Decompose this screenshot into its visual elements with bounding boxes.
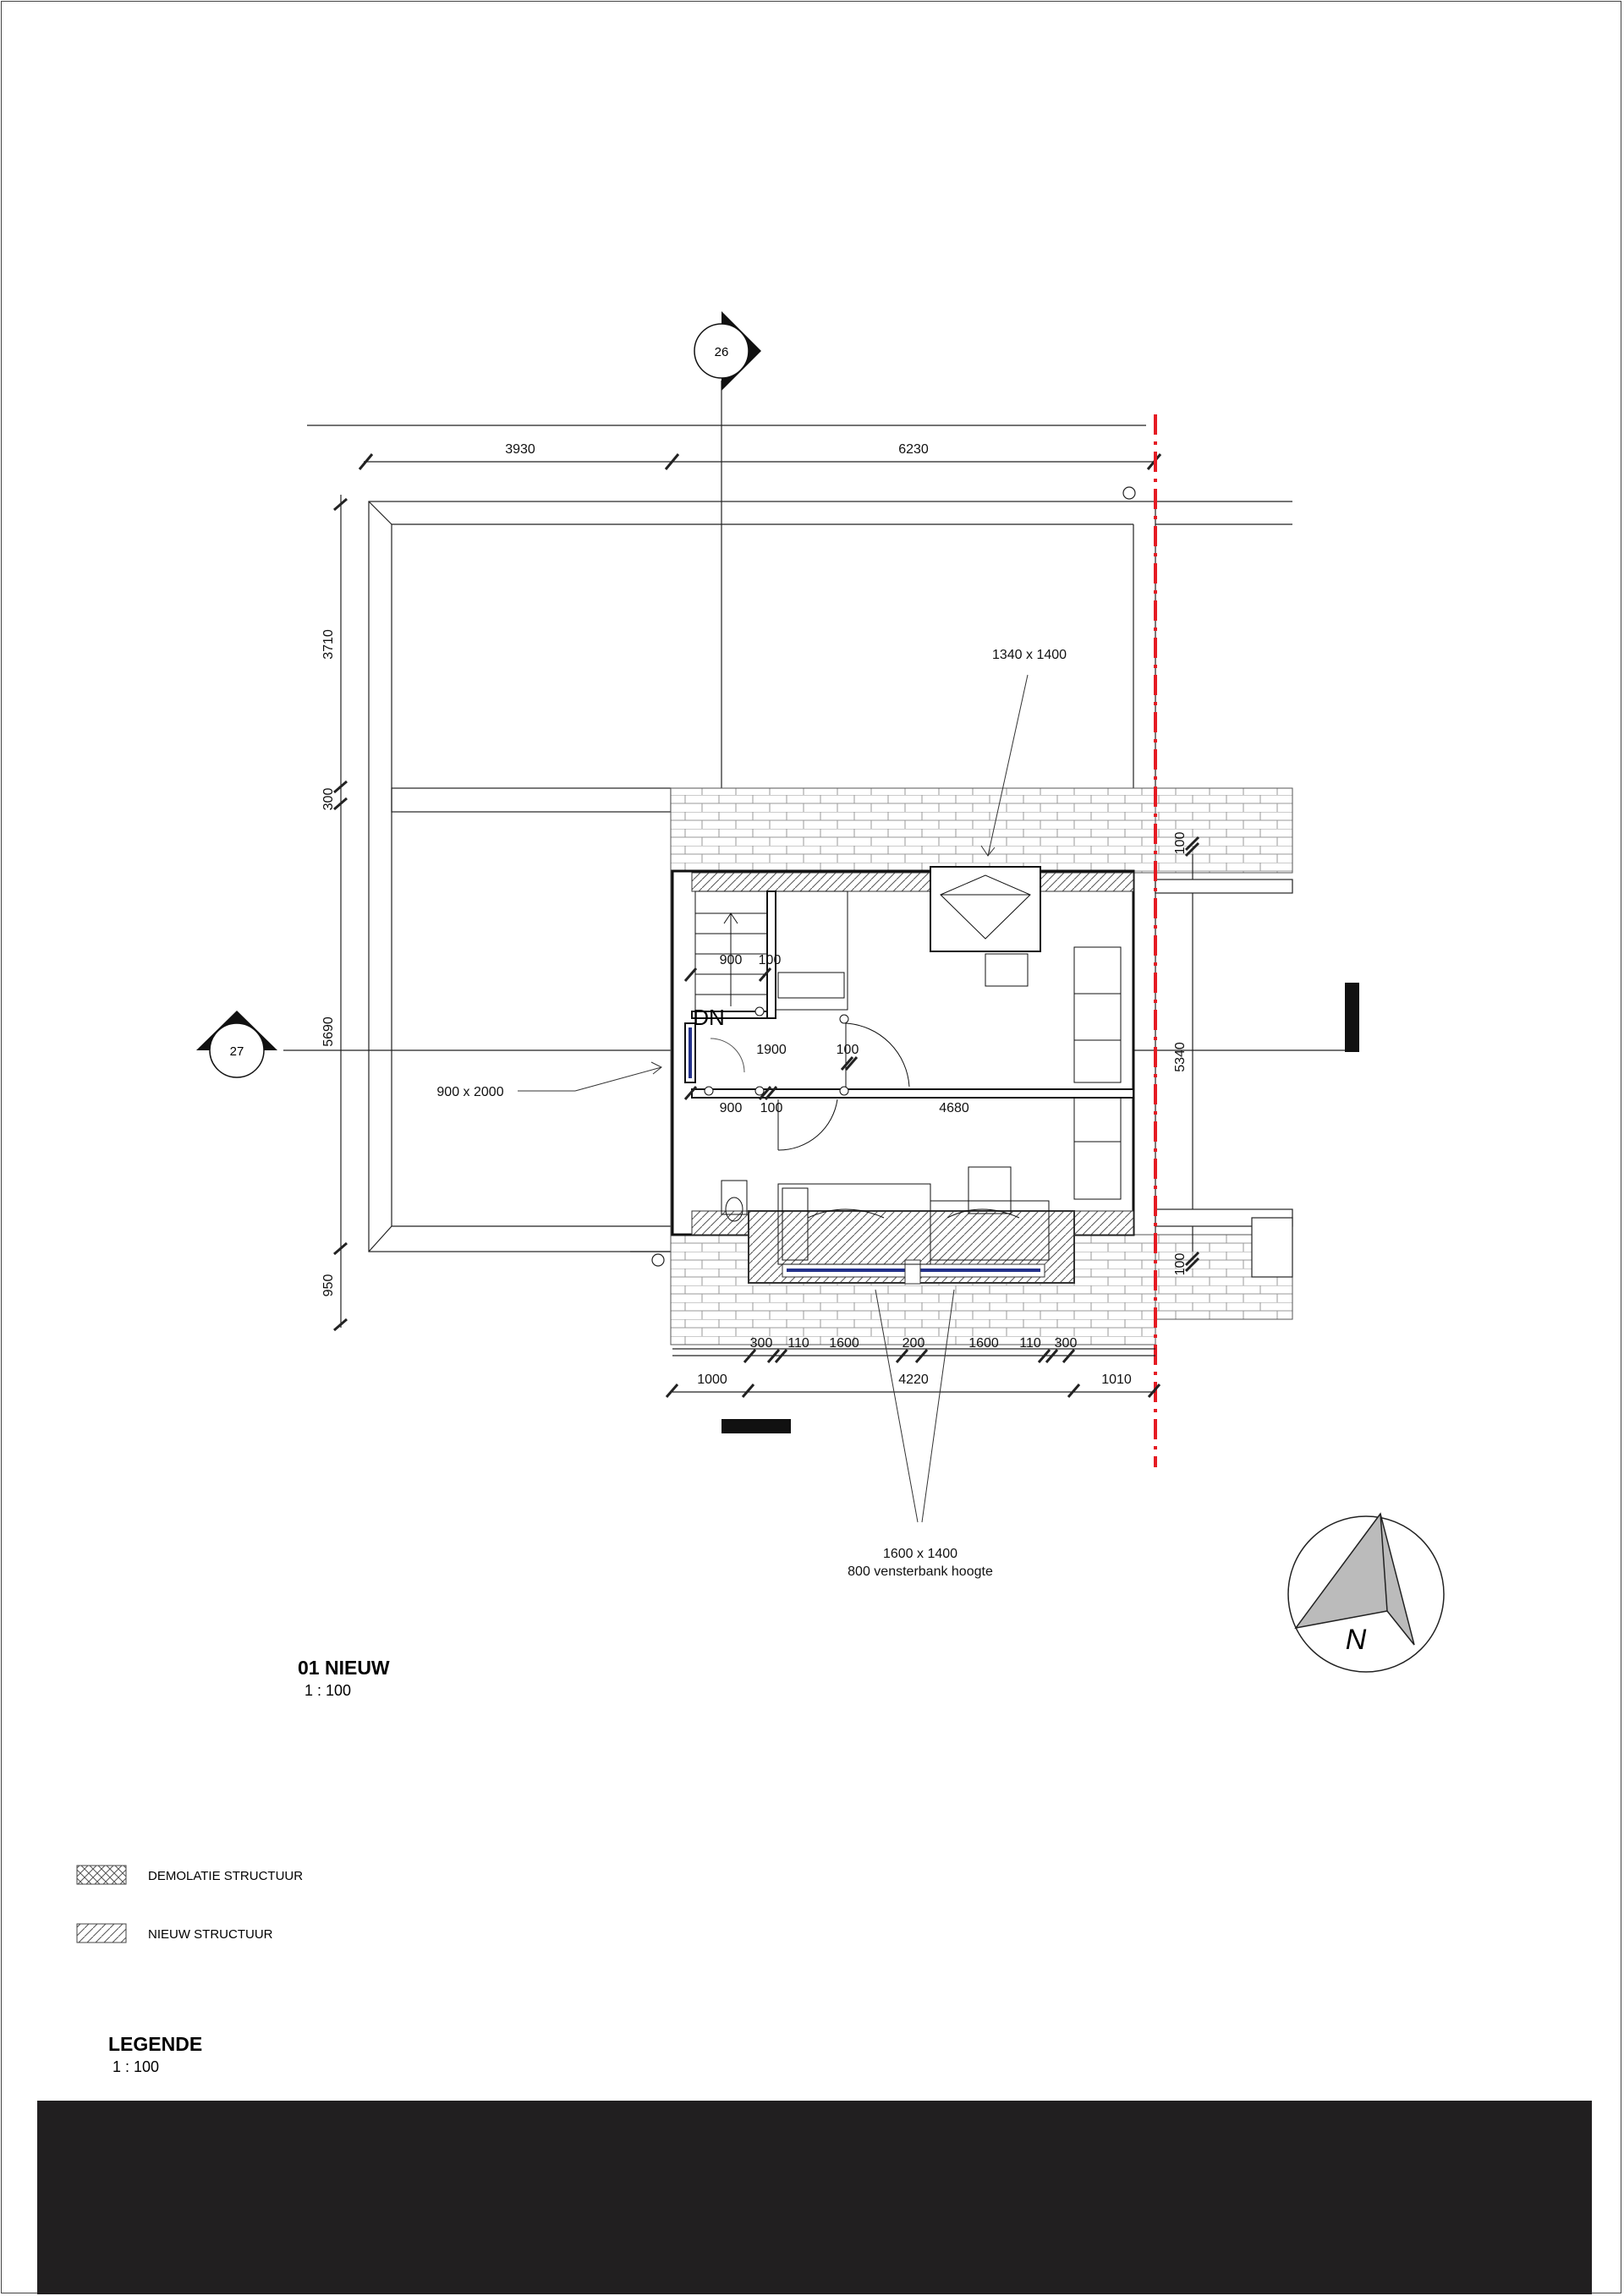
dim-300: 300 [321,787,336,811]
legend-scale: 1 : 100 [112,2058,160,2075]
north-label: N [1345,1624,1367,1656]
dim-b-200: 200 [902,1336,925,1351]
dim-5690: 5690 [321,1016,336,1047]
dim-3930: 3930 [505,442,535,457]
dim-100-bottom: 100 [1173,1252,1188,1276]
view-scale: 1 : 100 [304,1682,352,1699]
dim-b-110a: 110 [787,1336,809,1351]
stair-dn-label: DN [693,1005,725,1030]
dim-100-top: 100 [1173,831,1188,855]
section-marker-26 [694,311,761,391]
dim-3710: 3710 [321,629,336,660]
scale-bar-bottom [721,1419,791,1433]
dim-b-1600b: 1600 [968,1336,999,1351]
building-plan [672,867,1133,1284]
dim-4680: 4680 [939,1101,969,1115]
dim-stair-100: 100 [758,953,782,967]
legend-swatch-demolition [77,1866,126,1884]
skylight-size-label: 1340 x 1400 [991,648,1067,662]
dim-b-110b: 110 [1019,1336,1041,1351]
section-mark-27-label: 27 [229,1044,244,1059]
scale-bar-right [1345,983,1359,1052]
dim-b-1600a: 1600 [829,1336,859,1351]
dim-6230: 6230 [898,442,929,457]
dim-o-1000: 1000 [697,1373,727,1387]
door-size-label: 900 x 2000 [436,1085,504,1099]
legend-label-demolition: DEMOLATIE STRUCTUUR [148,1869,304,1883]
window-sill-label: 800 vensterbank hoogte [848,1564,993,1579]
title-block-band [37,2101,1592,2294]
dim-1900: 1900 [756,1043,787,1057]
dim-950: 950 [321,1274,336,1297]
north-arrow-icon [1288,1514,1444,1672]
dim-o-4220: 4220 [898,1373,929,1387]
dim-5340: 5340 [1173,1042,1188,1072]
legend-label-new: NIEUW STRUCTUUR [148,1927,273,1942]
dim-stair-900: 900 [719,953,743,967]
dim-room-900: 900 [719,1101,743,1115]
dim-room-100: 100 [760,1101,783,1115]
dim-b-300b: 300 [1054,1336,1078,1351]
window-size-label: 1600 x 1400 [882,1547,958,1561]
dim-o-1010: 1010 [1101,1373,1132,1387]
section-marker-27 [196,1011,277,1077]
section-mark-26-label: 26 [714,345,729,359]
view-title: 01 NIEUW [298,1657,390,1679]
dim-corridor-100: 100 [836,1043,859,1057]
legend-swatch-new [77,1924,126,1943]
legend-title: LEGENDE [108,2033,203,2055]
dim-b-300a: 300 [749,1336,773,1351]
